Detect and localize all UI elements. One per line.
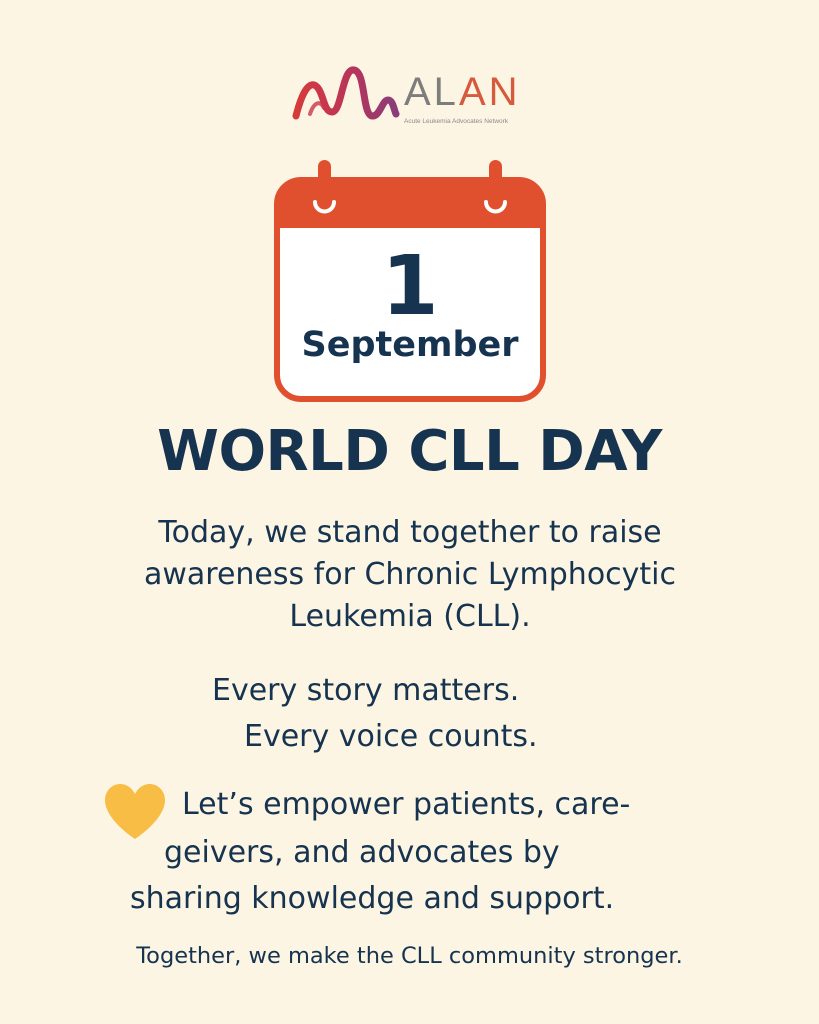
empower-line-1: Let’s empower patients, care- [182,787,631,822]
empower-line-3: sharing knowledge and support. [130,881,615,916]
wave-logo-icon [292,62,400,132]
slogan-line-2: Every voice counts. [244,719,538,754]
logo-wordmark-accent: AN [458,70,521,114]
slogan-line-1: Every story matters. [212,673,520,708]
footer-text: Together, we make the CLL community stronger. [136,943,683,969]
calendar-date [274,158,546,402]
calendar-month: September [301,325,519,365]
intro-line-3: Leukemia (CLL). [289,599,531,634]
page-title: WORLD CLL DAY [157,419,662,484]
logo-wordmark-main: AL [404,70,459,114]
logo-tagline: Acute Leukemia Advocates Network [404,118,509,125]
logo-wordmark [404,72,521,112]
heart-icon [102,782,168,840]
empower-line-2: geivers, and advocates by [164,835,560,870]
calendar-day: 1 [381,239,439,334]
alan-logo [292,62,532,132]
intro-line-1: Today, we stand together to raise [158,515,662,550]
intro-paragraph [60,512,760,638]
intro-line-2: awareness for Chronic Lymphocytic [143,557,677,592]
